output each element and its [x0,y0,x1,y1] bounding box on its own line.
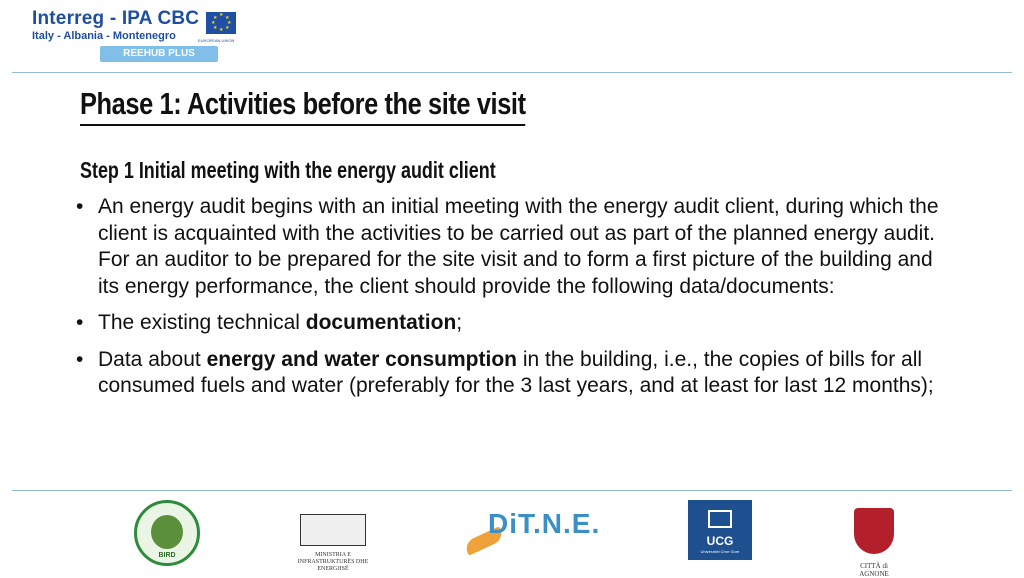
ucg-text: UCG [706,534,734,548]
bullet-icon: • [76,311,84,334]
bird-label: BIRD [158,552,176,559]
ucg-book-icon [708,510,732,528]
bullet-emphasis: energy and water consumption [206,347,517,371]
ucg-logo [688,500,752,560]
eu-caption: EUROPEAN UNION [198,38,235,43]
top-divider [12,72,1012,73]
ministry-logo [290,500,376,572]
bullet-text-end: in the building, i.e., the copies of bills for all consumed fuels and water (preferably for the 3 last years, and at least for last 12 months); [98,347,934,397]
eu-flag-icon: ★ ★ ★ ★ ★ ★ ★ ★ [206,12,236,34]
bullet-text: An energy audit begins with an initial meeting with the energy audit client, during which the client is acquainted with the activities to be carried out as part of the planned energy audit. For an auditor to be prepared for the site visit and to form a first picture of the building and its energy performance, the client should provide the following data/documents: [98,195,939,298]
logo-title: Interreg - IPA CBC [32,8,200,29]
ditne-text: DiT.N.E. [488,508,601,539]
coat-of-arms-icon [854,508,894,554]
interreg-logo [32,8,252,64]
ministry-building-icon [300,514,366,546]
slide-title: Phase 1: Activities before the site visit [80,86,526,126]
ucg-subtitle: Univerzitet Crne Gore [700,549,740,554]
ditne-logo [464,508,601,568]
list-item [76,194,956,300]
bullet-list [76,194,956,410]
project-badge: REEHUB PLUS [100,46,218,62]
bullet-icon: • [76,347,84,371]
list-item [76,310,956,337]
partner-logos [0,494,1024,576]
bullet-emphasis: documentation [305,311,457,334]
agnone-text: CITTÀ di AGNONE [859,562,889,578]
logo-subtitle: Italy - Albania - Montenegro [32,30,176,42]
ministry-text: MINISTRIA E INFRASTRUKTURËS DHE ENERGJISË [297,552,369,572]
bullet-text-end: ; [456,311,463,334]
step-heading: Step 1 Initial meeting with the energy audit client [80,157,496,183]
bird-emblem-icon [151,515,183,549]
list-item [76,347,956,400]
bullet-text: The existing technical [98,311,306,334]
bullet-icon: • [76,195,84,218]
bird-logo [134,500,200,566]
bottom-divider [12,490,1012,491]
agnone-logo [846,500,902,578]
bullet-text: Data about [98,347,207,371]
